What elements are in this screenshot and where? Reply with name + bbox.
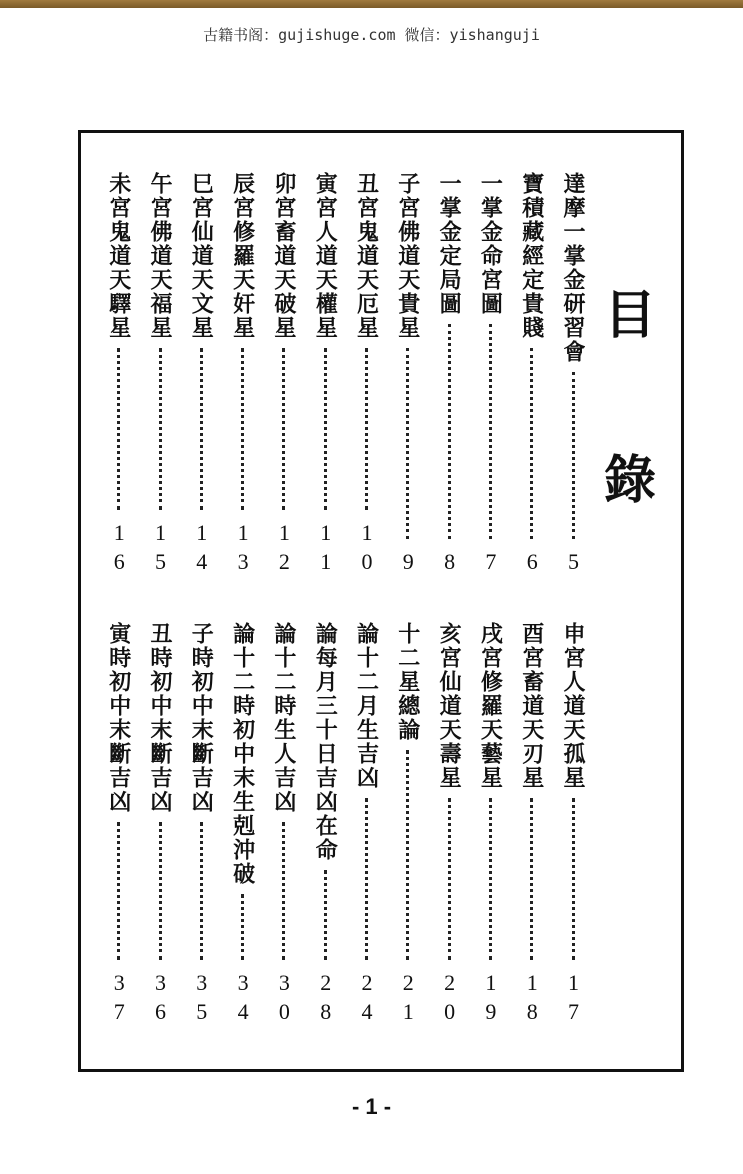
toc-entry-page: 24 <box>354 970 380 1028</box>
toc-entry-page: 34 <box>230 970 256 1028</box>
toc-leader-dots <box>448 324 451 539</box>
toc-entry-page: 30 <box>271 970 297 1028</box>
toc-entry <box>473 622 507 1028</box>
toc-entry <box>556 172 590 578</box>
toc-entry <box>267 622 301 1028</box>
toc-entry <box>391 622 425 1028</box>
toc-entry-page: 13 <box>230 520 256 578</box>
toc-entry-title: 論十二時生人吉凶 <box>270 622 297 814</box>
toc-entry-title: 未宮鬼道天驛星 <box>105 172 132 340</box>
toc-entry <box>350 622 384 1028</box>
toc-leader-dots <box>572 798 575 960</box>
toc-leader-dots <box>324 348 327 510</box>
toc-entry-page: 21 <box>395 970 421 1028</box>
toc-entry-page: 9 <box>395 549 421 578</box>
toc-entry <box>226 172 260 578</box>
toc-entry-title: 丑時初中末斷吉凶 <box>147 622 173 814</box>
page-number: - 1 - <box>351 1094 392 1119</box>
toc-entry-page: 18 <box>519 970 545 1028</box>
toc-entry <box>267 172 301 578</box>
toc-entry-page: 10 <box>354 520 380 578</box>
toc-entry-title: 申宮人道天孤星 <box>560 622 586 790</box>
toc-entry <box>143 622 177 1028</box>
toc-entry-title: 達摩一掌金研習會 <box>560 172 586 364</box>
toc-leader-dots <box>365 798 368 960</box>
toc-entry <box>515 622 549 1028</box>
toc-leader-dots <box>489 798 492 960</box>
toc-entry-title: 酉宮畜道天刃星 <box>518 622 545 790</box>
toc-entry <box>473 172 507 578</box>
toc-leader-dots <box>324 870 327 960</box>
toc-leader-dots <box>241 348 244 510</box>
toc-entry-title: 一掌金命宮圖 <box>477 172 504 316</box>
toc-leader-dots <box>282 822 285 960</box>
toc-leader-dots <box>117 822 120 960</box>
toc-title-char-2: 錄 <box>603 451 656 511</box>
toc-entry <box>308 622 342 1028</box>
toc-entry <box>143 172 177 578</box>
toc-entry-page: 11 <box>313 520 339 578</box>
toc-entry-title: 寅時初中末斷吉凶 <box>105 622 132 814</box>
toc-entry-page: 8 <box>437 549 463 578</box>
toc-entry-page: 16 <box>106 520 132 578</box>
toc-leader-dots <box>117 348 120 510</box>
toc-entry <box>391 172 425 578</box>
toc-entry-title: 寶積藏經定貴賤 <box>518 172 545 340</box>
toc-entry-title: 論每月三十日吉凶在命 <box>312 622 339 862</box>
toc-leader-dots <box>530 798 533 960</box>
watermark-text: 古籍书阁：gujishuge.com 微信：yishanguji <box>203 26 540 44</box>
toc-leader-dots <box>406 750 409 960</box>
toc-entry <box>350 172 384 578</box>
toc-entry-title: 一掌金定局圖 <box>436 172 463 316</box>
toc-title-char-1: 目 <box>603 286 656 346</box>
toc-entry-page: 28 <box>313 970 339 1028</box>
toc-entry-page: 12 <box>271 520 297 578</box>
toc-entry-page: 19 <box>478 970 504 1028</box>
toc-leader-dots <box>406 348 409 539</box>
toc-entry <box>515 172 549 578</box>
toc-entry-page: 35 <box>189 970 215 1028</box>
toc-entry <box>226 622 260 1028</box>
toc-leader-dots <box>241 894 244 960</box>
toc-entry <box>432 172 466 578</box>
toc-entry-page: 5 <box>561 549 586 578</box>
toc-entry <box>102 172 136 578</box>
toc-entry-title: 辰宮修羅天奸星 <box>229 172 256 340</box>
toc-entry-page: 36 <box>148 970 173 1028</box>
toc-leader-dots <box>200 822 203 960</box>
toc-entry-page: 20 <box>437 970 463 1028</box>
toc-leader-dots <box>530 348 533 539</box>
toc-entry <box>184 172 218 578</box>
toc-entry <box>556 622 590 1028</box>
toc-entry-page: 6 <box>519 549 545 578</box>
toc-leader-dots <box>200 348 203 510</box>
toc-entry-title: 論十二月生吉凶 <box>353 622 380 790</box>
toc-entry-title: 午宮佛道天福星 <box>147 172 173 340</box>
toc-entry <box>102 622 136 1028</box>
toc-entry-title: 巳宮仙道天文星 <box>188 172 215 340</box>
toc-leader-dots <box>282 348 285 510</box>
toc-entry-title: 子宮佛道天貴星 <box>394 172 421 340</box>
toc-entry-page: 15 <box>148 520 173 578</box>
toc-entry-page: 7 <box>478 549 504 578</box>
toc-entry-title: 十二星總論 <box>394 622 421 742</box>
toc-entry-title: 子時初中末斷吉凶 <box>188 622 215 814</box>
toc-entry-title: 亥宮仙道天壽星 <box>436 622 463 790</box>
toc-entry-page: 17 <box>561 970 586 1028</box>
toc-leader-dots <box>159 348 162 510</box>
toc-entry-title: 論十二時初中末生剋沖破 <box>229 622 256 886</box>
toc-leader-dots <box>365 348 368 510</box>
toc-entry <box>432 622 466 1028</box>
toc-leader-dots <box>159 822 162 960</box>
toc-entry <box>184 622 218 1028</box>
toc-leader-dots <box>572 372 575 539</box>
toc-entry <box>308 172 342 578</box>
top-border-bar <box>0 0 743 8</box>
toc-leader-dots <box>448 798 451 960</box>
toc-leader-dots <box>489 324 492 539</box>
toc-entry-title: 丑宮鬼道天厄星 <box>353 172 380 340</box>
toc-entry-title: 卯宮畜道天破星 <box>270 172 297 340</box>
toc-entry-title: 戌宮修羅天藝星 <box>477 622 504 790</box>
toc-entry-page: 37 <box>106 970 132 1028</box>
toc-entry-page: 14 <box>189 520 215 578</box>
toc-entry-title: 寅宮人道天權星 <box>312 172 339 340</box>
